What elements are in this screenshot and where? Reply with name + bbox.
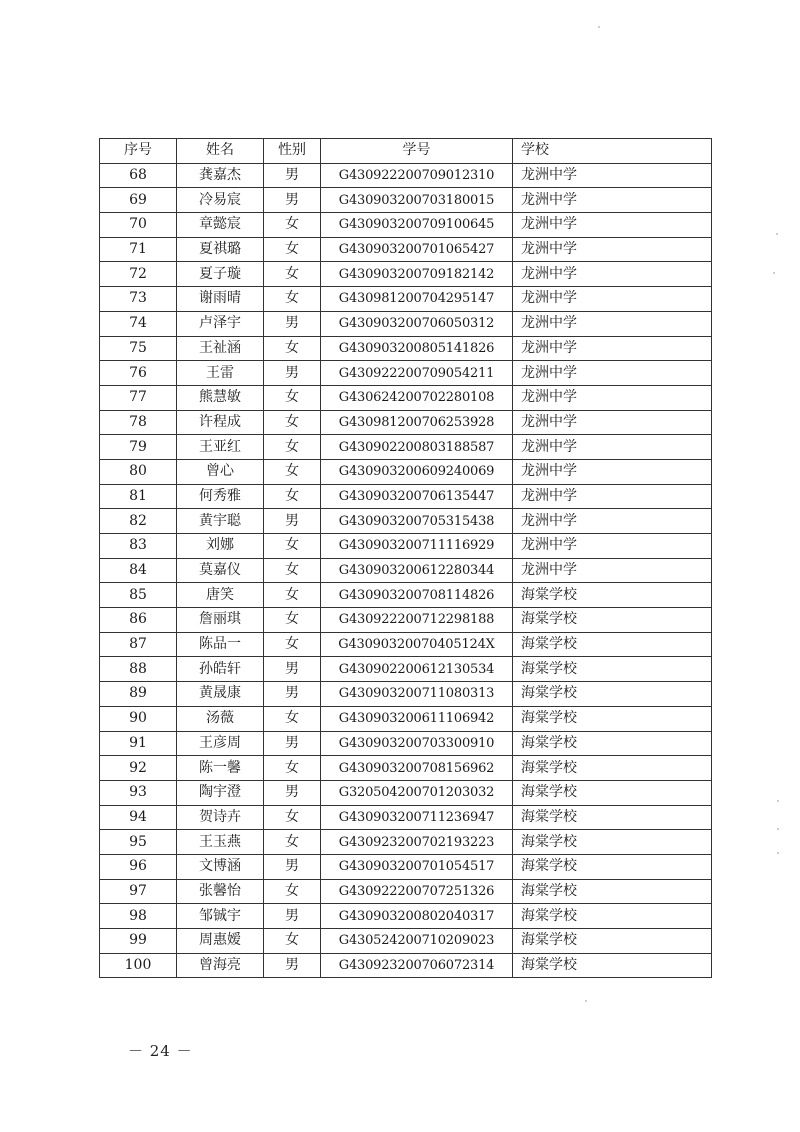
scan-speck	[585, 1000, 587, 1002]
cell-name: 陈品一	[177, 632, 264, 657]
cell-student-id: G430903200701054517	[321, 854, 513, 879]
cell-index: 87	[100, 632, 177, 657]
cell-index: 68	[100, 163, 177, 188]
cell-gender: 男	[264, 361, 321, 386]
cell-gender: 女	[264, 459, 321, 484]
cell-student-id: G430903200705315438	[321, 509, 513, 534]
cell-name: 熊慧敏	[177, 385, 264, 410]
cell-school: 海棠学校	[513, 953, 712, 978]
cell-name: 谢雨晴	[177, 287, 264, 312]
cell-school: 龙洲中学	[513, 459, 712, 484]
cell-name: 刘娜	[177, 534, 264, 559]
scan-speck	[776, 233, 778, 235]
cell-index: 71	[100, 237, 177, 262]
cell-index: 78	[100, 410, 177, 435]
cell-index: 86	[100, 608, 177, 633]
table-row	[100, 262, 712, 287]
cell-name: 许程成	[177, 410, 264, 435]
page-number: － 24 －	[128, 1042, 193, 1060]
scan-speck	[777, 800, 779, 802]
cell-index: 99	[100, 929, 177, 954]
cell-gender: 女	[264, 632, 321, 657]
table-row	[100, 805, 712, 830]
table-row	[100, 336, 712, 361]
table-row	[100, 311, 712, 336]
header-student-id: 学号	[321, 139, 513, 164]
cell-gender: 女	[264, 385, 321, 410]
cell-student-id: G430903200711236947	[321, 805, 513, 830]
cell-gender: 女	[264, 756, 321, 781]
cell-name: 贺诗卉	[177, 805, 264, 830]
cell-school: 海棠学校	[513, 682, 712, 707]
cell-index: 91	[100, 731, 177, 756]
cell-student-id: G430624200702280108	[321, 385, 513, 410]
cell-student-id: G430903200711080313	[321, 682, 513, 707]
cell-gender: 男	[264, 780, 321, 805]
cell-name: 冷易宸	[177, 188, 264, 213]
table-row	[100, 706, 712, 731]
header-index: 序号	[100, 139, 177, 164]
cell-index: 75	[100, 336, 177, 361]
table-header-row	[100, 139, 712, 164]
cell-school: 海棠学校	[513, 731, 712, 756]
cell-school: 龙洲中学	[513, 385, 712, 410]
cell-gender: 男	[264, 311, 321, 336]
cell-student-id: G430922200712298188	[321, 608, 513, 633]
cell-index: 70	[100, 213, 177, 238]
cell-student-id: G430922200709054211	[321, 361, 513, 386]
cell-name: 夏祺璐	[177, 237, 264, 262]
cell-gender: 女	[264, 336, 321, 361]
cell-name: 唐笑	[177, 583, 264, 608]
header-name: 姓名	[177, 139, 264, 164]
cell-name: 夏子璇	[177, 262, 264, 287]
cell-index: 89	[100, 682, 177, 707]
cell-gender: 男	[264, 509, 321, 534]
scan-speck	[598, 26, 600, 28]
cell-student-id: G430923200706072314	[321, 953, 513, 978]
cell-index: 83	[100, 534, 177, 559]
cell-name: 莫嘉仪	[177, 558, 264, 583]
table-row	[100, 558, 712, 583]
cell-name: 章懿宸	[177, 213, 264, 238]
cell-gender: 男	[264, 188, 321, 213]
table-row	[100, 459, 712, 484]
cell-student-id: G430903200703180015	[321, 188, 513, 213]
cell-school: 海棠学校	[513, 879, 712, 904]
table-row	[100, 682, 712, 707]
cell-name: 王雷	[177, 361, 264, 386]
cell-school: 龙洲中学	[513, 361, 712, 386]
cell-student-id: G430903200612280344	[321, 558, 513, 583]
table-row	[100, 385, 712, 410]
table-row	[100, 608, 712, 633]
cell-index: 93	[100, 780, 177, 805]
scan-speck	[777, 828, 779, 830]
table-row	[100, 929, 712, 954]
cell-student-id: G430903200711116929	[321, 534, 513, 559]
cell-index: 97	[100, 879, 177, 904]
cell-index: 72	[100, 262, 177, 287]
cell-name: 黄宇聪	[177, 509, 264, 534]
cell-student-id: G430903200708156962	[321, 756, 513, 781]
cell-index: 84	[100, 558, 177, 583]
scan-speck	[777, 852, 779, 854]
cell-student-id: G430903200709100645	[321, 213, 513, 238]
cell-name: 王祉涵	[177, 336, 264, 361]
cell-name: 何秀雅	[177, 484, 264, 509]
cell-name: 曾海亮	[177, 953, 264, 978]
table-row	[100, 410, 712, 435]
cell-school: 海棠学校	[513, 706, 712, 731]
cell-school: 海棠学校	[513, 805, 712, 830]
cell-gender: 男	[264, 682, 321, 707]
cell-index: 88	[100, 657, 177, 682]
cell-student-id: G320504200701203032	[321, 780, 513, 805]
cell-student-id: G430903200709182142	[321, 262, 513, 287]
cell-index: 92	[100, 756, 177, 781]
cell-index: 95	[100, 830, 177, 855]
cell-gender: 女	[264, 558, 321, 583]
table-row	[100, 188, 712, 213]
table-row	[100, 879, 712, 904]
table-row	[100, 534, 712, 559]
cell-gender: 女	[264, 287, 321, 312]
cell-school: 龙洲中学	[513, 311, 712, 336]
cell-student-id: G430923200702193223	[321, 830, 513, 855]
cell-student-id: G430903200706050312	[321, 311, 513, 336]
table-row	[100, 632, 712, 657]
cell-school: 龙洲中学	[513, 558, 712, 583]
cell-student-id: G430922200707251326	[321, 879, 513, 904]
cell-gender: 男	[264, 904, 321, 929]
cell-student-id: G430903200611106942	[321, 706, 513, 731]
cell-gender: 女	[264, 435, 321, 460]
cell-gender: 女	[264, 929, 321, 954]
cell-name: 王亚红	[177, 435, 264, 460]
cell-school: 龙洲中学	[513, 484, 712, 509]
cell-name: 陈一馨	[177, 756, 264, 781]
cell-gender: 女	[264, 237, 321, 262]
cell-school: 海棠学校	[513, 583, 712, 608]
cell-gender: 女	[264, 830, 321, 855]
cell-name: 黄晟康	[177, 682, 264, 707]
cell-index: 82	[100, 509, 177, 534]
cell-school: 海棠学校	[513, 854, 712, 879]
cell-student-id: G430524200710209023	[321, 929, 513, 954]
cell-index: 81	[100, 484, 177, 509]
cell-school: 海棠学校	[513, 632, 712, 657]
cell-school: 龙洲中学	[513, 509, 712, 534]
cell-index: 94	[100, 805, 177, 830]
cell-gender: 女	[264, 706, 321, 731]
cell-name: 卢泽宇	[177, 311, 264, 336]
cell-school: 龙洲中学	[513, 237, 712, 262]
cell-index: 76	[100, 361, 177, 386]
table-row	[100, 854, 712, 879]
cell-gender: 女	[264, 879, 321, 904]
cell-student-id: G430902200612130534	[321, 657, 513, 682]
cell-school: 海棠学校	[513, 780, 712, 805]
table-row	[100, 756, 712, 781]
cell-gender: 女	[264, 262, 321, 287]
cell-school: 龙洲中学	[513, 262, 712, 287]
cell-school: 龙洲中学	[513, 188, 712, 213]
scan-speck	[773, 272, 775, 274]
cell-name: 王彦周	[177, 731, 264, 756]
cell-school: 龙洲中学	[513, 336, 712, 361]
cell-school: 龙洲中学	[513, 287, 712, 312]
cell-gender: 男	[264, 657, 321, 682]
cell-index: 85	[100, 583, 177, 608]
cell-gender: 女	[264, 410, 321, 435]
cell-index: 90	[100, 706, 177, 731]
cell-name: 曾心	[177, 459, 264, 484]
cell-student-id: G430903200802040317	[321, 904, 513, 929]
table-row	[100, 731, 712, 756]
cell-student-id: G430981200706253928	[321, 410, 513, 435]
cell-name: 龚嘉杰	[177, 163, 264, 188]
cell-student-id: G430903200708114826	[321, 583, 513, 608]
student-roster-table	[99, 138, 712, 978]
cell-school: 龙洲中学	[513, 435, 712, 460]
cell-gender: 女	[264, 805, 321, 830]
cell-gender: 男	[264, 953, 321, 978]
cell-school: 海棠学校	[513, 608, 712, 633]
table-body	[100, 163, 712, 978]
cell-index: 73	[100, 287, 177, 312]
cell-name: 詹丽琪	[177, 608, 264, 633]
cell-school: 龙洲中学	[513, 534, 712, 559]
cell-index: 77	[100, 385, 177, 410]
cell-student-id: G430903200805141826	[321, 336, 513, 361]
table-row	[100, 657, 712, 682]
cell-gender: 女	[264, 583, 321, 608]
cell-gender: 女	[264, 484, 321, 509]
cell-name: 孙皓轩	[177, 657, 264, 682]
cell-index: 69	[100, 188, 177, 213]
table-row	[100, 780, 712, 805]
cell-name: 邹铖宇	[177, 904, 264, 929]
cell-name: 王玉燕	[177, 830, 264, 855]
cell-index: 79	[100, 435, 177, 460]
table-row	[100, 163, 712, 188]
cell-student-id: G430903200609240069	[321, 459, 513, 484]
cell-student-id: G430903200706135447	[321, 484, 513, 509]
cell-student-id: G430903200701065427	[321, 237, 513, 262]
cell-gender: 男	[264, 854, 321, 879]
table-row	[100, 953, 712, 978]
cell-gender: 男	[264, 731, 321, 756]
cell-name: 陶宇澄	[177, 780, 264, 805]
table-row	[100, 830, 712, 855]
cell-student-id: G430981200704295147	[321, 287, 513, 312]
cell-index: 96	[100, 854, 177, 879]
cell-school: 海棠学校	[513, 830, 712, 855]
cell-gender: 女	[264, 213, 321, 238]
cell-school: 龙洲中学	[513, 163, 712, 188]
table-row	[100, 484, 712, 509]
cell-school: 海棠学校	[513, 904, 712, 929]
cell-student-id: G43090320070405124X	[321, 632, 513, 657]
cell-name: 张馨怡	[177, 879, 264, 904]
cell-school: 龙洲中学	[513, 213, 712, 238]
cell-gender: 女	[264, 608, 321, 633]
cell-gender: 女	[264, 534, 321, 559]
table-row	[100, 361, 712, 386]
cell-student-id: G430922200709012310	[321, 163, 513, 188]
table-row	[100, 237, 712, 262]
cell-index: 100	[100, 953, 177, 978]
cell-index: 98	[100, 904, 177, 929]
cell-index: 80	[100, 459, 177, 484]
cell-gender: 男	[264, 163, 321, 188]
cell-student-id: G430902200803188587	[321, 435, 513, 460]
table-row	[100, 904, 712, 929]
table-row	[100, 213, 712, 238]
cell-school: 龙洲中学	[513, 410, 712, 435]
header-school: 学校	[513, 139, 712, 164]
table-row	[100, 583, 712, 608]
table-row	[100, 287, 712, 312]
table-row	[100, 509, 712, 534]
cell-name: 文博涵	[177, 854, 264, 879]
cell-name: 周惠嫒	[177, 929, 264, 954]
cell-school: 海棠学校	[513, 929, 712, 954]
cell-index: 74	[100, 311, 177, 336]
header-gender: 性别	[264, 139, 321, 164]
cell-student-id: G430903200703300910	[321, 731, 513, 756]
table-row	[100, 435, 712, 460]
cell-school: 海棠学校	[513, 657, 712, 682]
cell-name: 汤薇	[177, 706, 264, 731]
cell-school: 海棠学校	[513, 756, 712, 781]
